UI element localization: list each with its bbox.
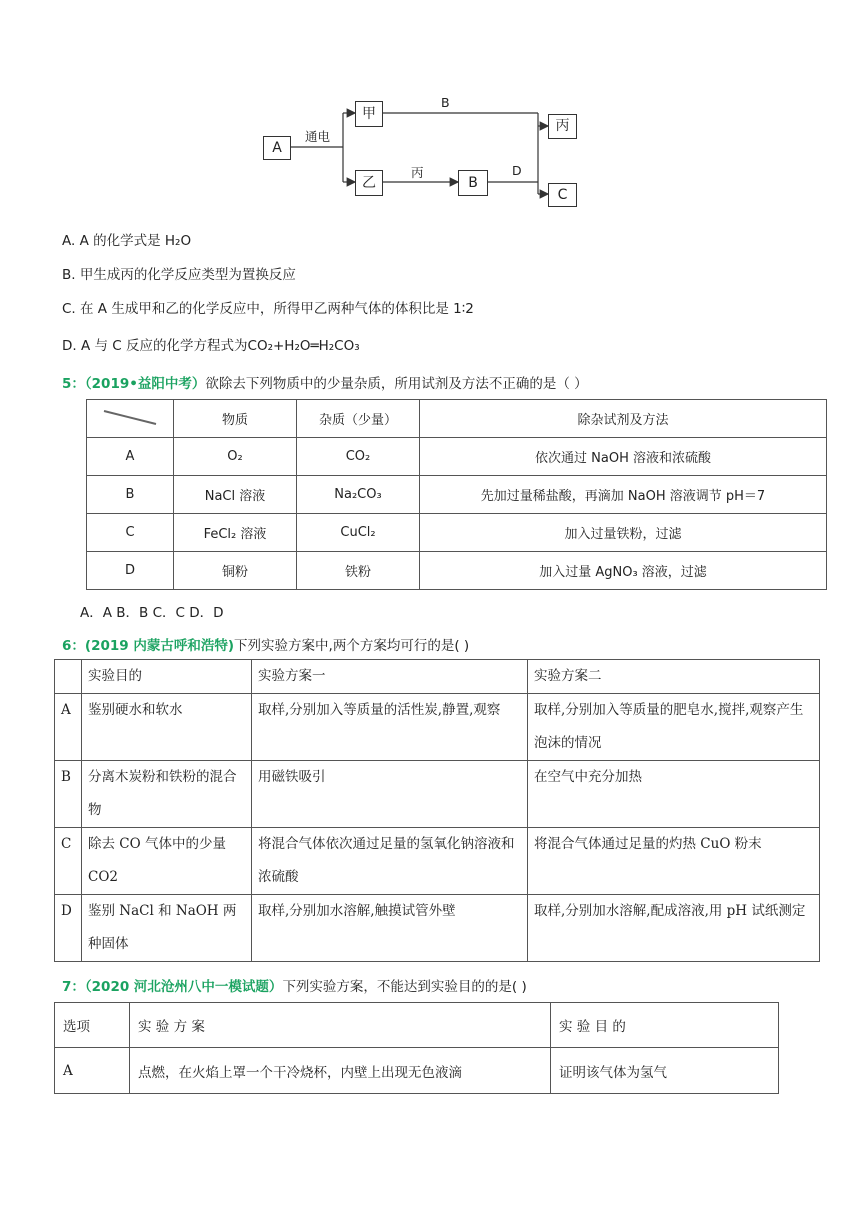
row-label: D — [87, 552, 174, 590]
header-cell: 物质 — [174, 400, 297, 438]
edge-label-tongdian: 通电 — [305, 129, 331, 144]
node-C: C — [548, 183, 577, 207]
table-row — [55, 828, 820, 895]
impurity-cell: CO₂ — [297, 438, 420, 476]
plan1-cell: 取样,分别加入等质量的活性炭,静置,观察 — [252, 694, 528, 761]
header-cell — [55, 660, 82, 694]
table-header-row — [55, 660, 820, 694]
row-label: D — [55, 895, 82, 962]
node-B: B — [458, 170, 488, 196]
substance-cell: 铜粉 — [174, 552, 297, 590]
goal-cell: 除去 CO 气体中的少量 CO2 — [82, 828, 252, 895]
plan2-cell: 取样,分别加水溶解,配成溶液,用 pH 试纸测定 — [528, 895, 820, 962]
plan1-cell: 用磁铁吸引 — [252, 761, 528, 828]
q5-number: 5： — [62, 376, 85, 392]
substance-cell: NaCl 溶液 — [174, 476, 297, 514]
goal-cell: 鉴别硬水和软水 — [82, 694, 252, 761]
q7-source: （2020 河北沧州八中一模试题） — [84, 979, 283, 995]
q4-option-b: B. 甲生成丙的化学反应类型为置换反应 — [62, 267, 296, 283]
q4-option-a: A. A 的化学式是 H₂O — [62, 233, 192, 249]
method-cell: 加入过量铁粉，过滤 — [420, 514, 827, 552]
row-label: C — [87, 514, 174, 552]
plan2-cell: 取样,分别加入等质量的肥皂水,搅拌,观察产生泡沫的情况 — [528, 694, 820, 761]
row-label: A — [55, 694, 82, 761]
table-row — [55, 895, 820, 962]
header-cell: 除杂试剂及方法 — [420, 400, 827, 438]
header-cell: 实 验 目 的 — [551, 1003, 779, 1048]
node-bing: 丙 — [548, 114, 577, 139]
q7-table — [54, 1002, 779, 1094]
q6-source: (2019 内蒙古呼和浩特) — [84, 638, 235, 654]
q7-number: 7： — [62, 979, 85, 995]
row-label: B — [55, 761, 82, 828]
method-cell: 先加过量稀盐酸，再滴加 NaOH 溶液调节 pH＝7 — [420, 476, 827, 514]
plan1-cell: 将混合气体依次通过足量的氢氧化钠溶液和浓硫酸 — [252, 828, 528, 895]
q5-source: （2019•益阳中考） — [84, 376, 206, 392]
table-row — [55, 1048, 779, 1094]
goal-cell: 证明该气体为氢气 — [551, 1048, 779, 1094]
method-cell: 加入过量 AgNO₃ 溶液，过滤 — [420, 552, 827, 590]
node-yi: 乙 — [355, 170, 383, 196]
substance-cell: FeCl₂ 溶液 — [174, 514, 297, 552]
table-row — [55, 761, 820, 828]
header-cell: 实 验 方 案 — [130, 1003, 551, 1048]
q7-heading — [62, 975, 527, 995]
impurity-cell: CuCl₂ — [297, 514, 420, 552]
plan-cell: 点燃，在火焰上罩一个干冷烧杯，内壁上出现无色液滴 — [130, 1048, 551, 1094]
table-header-row — [55, 1003, 779, 1048]
node-jia: 甲 — [355, 101, 383, 127]
q5-choices: A．A B．B C．C D．D — [80, 605, 224, 621]
impurity-cell: 铁粉 — [297, 552, 420, 590]
q6-heading — [62, 634, 469, 654]
table-row — [87, 552, 827, 590]
edge-label-bing: 丙 — [411, 165, 424, 180]
table-row — [87, 476, 827, 514]
edge-label-B: B — [441, 95, 450, 110]
row-label: C — [55, 828, 82, 895]
q5-table — [86, 399, 827, 590]
substance-cell: O₂ — [174, 438, 297, 476]
q6-number: 6： — [62, 638, 85, 654]
table-row — [55, 694, 820, 761]
row-label: A — [87, 438, 174, 476]
header-cell: 实验方案二 — [528, 660, 820, 694]
table-header-row — [87, 400, 827, 438]
q4-option-d: D. A 与 C 反应的化学方程式为CO₂+H₂O═H₂CO₃ — [62, 338, 360, 354]
goal-cell: 分离木炭粉和铁粉的混合物 — [82, 761, 252, 828]
table-row — [87, 438, 827, 476]
diagram-lines — [0, 0, 860, 215]
goal-cell: 鉴别 NaCl 和 NaOH 两种固体 — [82, 895, 252, 962]
diagonal-header-cell — [87, 400, 174, 438]
header-cell: 实验方案一 — [252, 660, 528, 694]
q5-heading — [62, 372, 588, 392]
plan2-cell: 将混合气体通过足量的灼热 CuO 粉末 — [528, 828, 820, 895]
plan1-cell: 取样,分别加水溶解,触摸试管外壁 — [252, 895, 528, 962]
table-row — [87, 514, 827, 552]
q6-stem: 下列实验方案中,两个方案均可行的是( ) — [234, 638, 470, 654]
diagonal-line-icon — [100, 407, 160, 427]
method-cell: 依次通过 NaOH 溶液和浓硫酸 — [420, 438, 827, 476]
edge-label-D: D — [512, 163, 522, 178]
node-A: A — [263, 136, 291, 160]
q6-table — [54, 659, 820, 962]
header-cell: 杂质（少量） — [297, 400, 420, 438]
header-cell: 实验目的 — [82, 660, 252, 694]
row-label: A — [55, 1048, 130, 1094]
q5-stem: 欲除去下列物质中的少量杂质，所用试剂及方法不正确的是（ ） — [205, 376, 588, 392]
header-cell: 选项 — [55, 1003, 130, 1048]
q4-option-c: C. 在 A 生成甲和乙的化学反应中，所得甲乙两种气体的体积比是 1∶2 — [62, 301, 474, 317]
impurity-cell: Na₂CO₃ — [297, 476, 420, 514]
row-label: B — [87, 476, 174, 514]
flow-diagram — [0, 0, 860, 215]
q7-stem: 下列实验方案，不能达到实验目的的是( ) — [282, 979, 527, 995]
plan2-cell: 在空气中充分加热 — [528, 761, 820, 828]
